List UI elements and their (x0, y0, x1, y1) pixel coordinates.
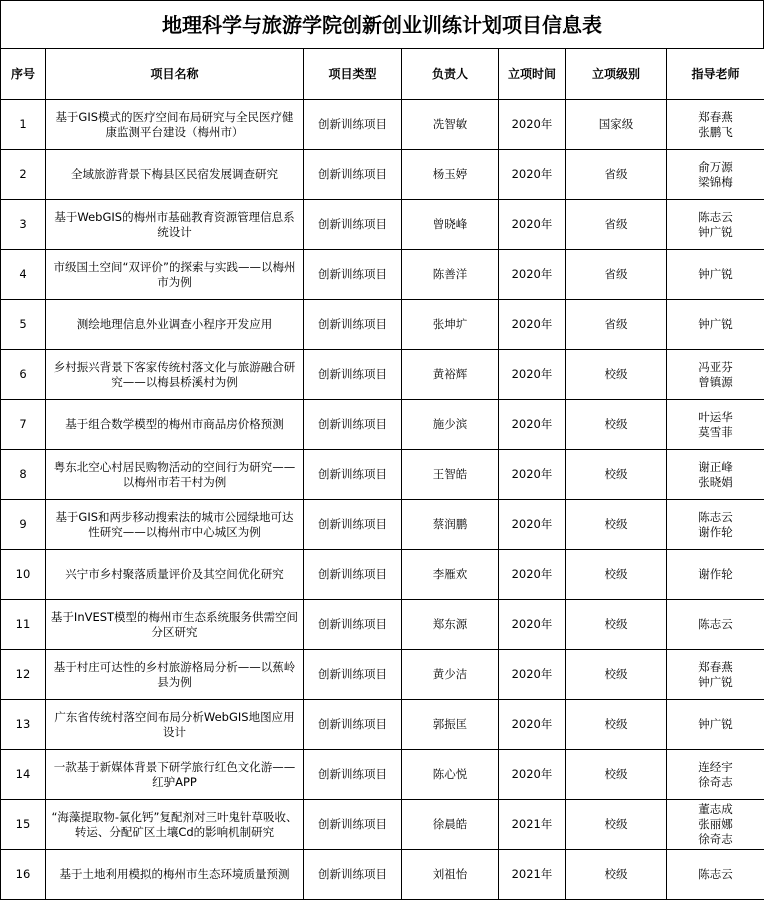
table-row (1, 500, 764, 550)
mentor-name: 陈志云 (671, 867, 760, 882)
cell-leader: 施少滨 (402, 400, 499, 450)
mentor-name: 钟广锐 (671, 225, 760, 240)
cell-name: 广东省传统村落空间布局分析WebGIS地图应用设计 (46, 700, 304, 750)
cell-no: 6 (1, 350, 46, 400)
table-row (1, 450, 764, 500)
cell-year: 2020年 (499, 400, 566, 450)
cell-type: 创新训练项目 (304, 100, 402, 150)
header-leader: 负责人 (402, 49, 499, 100)
cell-mentor (667, 850, 764, 900)
mentor-name: 叶运华 (671, 410, 760, 425)
cell-mentor (667, 650, 764, 700)
cell-level: 校级 (566, 750, 667, 800)
cell-year: 2021年 (499, 850, 566, 900)
cell-leader: 冼智敏 (402, 100, 499, 150)
cell-name: 基于InVEST模型的梅州市生态系统服务供需空间分区研究 (46, 600, 304, 650)
cell-mentor (667, 200, 764, 250)
table-row (1, 550, 764, 600)
cell-level: 校级 (566, 550, 667, 600)
mentor-name: 陈志云 (671, 510, 760, 525)
cell-leader: 黄少洁 (402, 650, 499, 700)
cell-level: 校级 (566, 600, 667, 650)
cell-type: 创新训练项目 (304, 600, 402, 650)
cell-name: 基于土地利用模拟的梅州市生态环境质量预测 (46, 850, 304, 900)
mentor-name: 郑春燕 (671, 660, 760, 675)
cell-mentor (667, 150, 764, 200)
mentor-name: 徐奇志 (671, 832, 760, 847)
cell-mentor (667, 450, 764, 500)
mentor-name: 曾镇源 (671, 375, 760, 390)
cell-year: 2020年 (499, 300, 566, 350)
cell-leader: 曾晓峰 (402, 200, 499, 250)
cell-year: 2020年 (499, 200, 566, 250)
cell-mentor (667, 600, 764, 650)
cell-no: 9 (1, 500, 46, 550)
table-row (1, 750, 764, 800)
cell-year: 2020年 (499, 600, 566, 650)
cell-type: 创新训练项目 (304, 450, 402, 500)
table-row (1, 600, 764, 650)
cell-mentor (667, 500, 764, 550)
cell-leader: 张坤圹 (402, 300, 499, 350)
cell-year: 2020年 (499, 750, 566, 800)
cell-leader: 刘祖怡 (402, 850, 499, 900)
cell-year: 2020年 (499, 250, 566, 300)
cell-type: 创新训练项目 (304, 800, 402, 850)
cell-leader: 郑东源 (402, 600, 499, 650)
mentor-name: 钟广锐 (671, 267, 760, 282)
header-type: 项目类型 (304, 49, 402, 100)
cell-level: 省级 (566, 200, 667, 250)
cell-leader: 徐晨皓 (402, 800, 499, 850)
cell-no: 4 (1, 250, 46, 300)
cell-name: 乡村振兴背景下客家传统村落文化与旅游融合研究——以梅县桥溪村为例 (46, 350, 304, 400)
header-row (1, 49, 764, 100)
cell-name: “海藻提取物-氯化钙”复配剂对三叶鬼针草吸收、转运、分配矿区土壤Cd的影响机制研究 (46, 800, 304, 850)
cell-level: 校级 (566, 650, 667, 700)
cell-level: 校级 (566, 450, 667, 500)
table-row (1, 150, 764, 200)
cell-level: 校级 (566, 500, 667, 550)
table-row (1, 850, 764, 900)
header-no: 序号 (1, 49, 46, 100)
table-row (1, 300, 764, 350)
mentor-name: 连经宇 (671, 760, 760, 775)
table-row (1, 350, 764, 400)
cell-type: 创新训练项目 (304, 350, 402, 400)
cell-type: 创新训练项目 (304, 650, 402, 700)
cell-year: 2020年 (499, 550, 566, 600)
header-year: 立项时间 (499, 49, 566, 100)
cell-type: 创新训练项目 (304, 700, 402, 750)
cell-year: 2020年 (499, 700, 566, 750)
mentor-name: 张晓娟 (671, 475, 760, 490)
table-row (1, 400, 764, 450)
cell-level: 校级 (566, 400, 667, 450)
table-row (1, 250, 764, 300)
cell-level: 校级 (566, 700, 667, 750)
cell-name: 全域旅游背景下梅县区民宿发展调查研究 (46, 150, 304, 200)
cell-name: 测绘地理信息外业调查小程序开发应用 (46, 300, 304, 350)
cell-mentor (667, 400, 764, 450)
cell-level: 省级 (566, 250, 667, 300)
cell-no: 3 (1, 200, 46, 250)
table-row (1, 700, 764, 750)
cell-year: 2020年 (499, 100, 566, 150)
cell-name: 基于WebGIS的梅州市基础教育资源管理信息系统设计 (46, 200, 304, 250)
mentor-name: 梁锦梅 (671, 175, 760, 190)
cell-no: 2 (1, 150, 46, 200)
mentor-name: 张鹏飞 (671, 125, 760, 140)
cell-type: 创新训练项目 (304, 400, 402, 450)
cell-leader: 王智皓 (402, 450, 499, 500)
mentor-name: 董志成 (671, 802, 760, 817)
cell-no: 14 (1, 750, 46, 800)
cell-year: 2020年 (499, 650, 566, 700)
table-row (1, 100, 764, 150)
cell-no: 11 (1, 600, 46, 650)
cell-level: 省级 (566, 150, 667, 200)
cell-mentor (667, 700, 764, 750)
header-name: 项目名称 (46, 49, 304, 100)
cell-name: 兴宁市乡村聚落质量评价及其空间优化研究 (46, 550, 304, 600)
table-title: 地理科学与旅游学院创新创业训练计划项目信息表 (0, 0, 764, 48)
cell-type: 创新训练项目 (304, 500, 402, 550)
cell-leader: 郭振匡 (402, 700, 499, 750)
cell-leader: 黄裕辉 (402, 350, 499, 400)
cell-year: 2020年 (499, 450, 566, 500)
table-row (1, 800, 764, 850)
mentor-name: 谢正峰 (671, 460, 760, 475)
mentor-name: 钟广锐 (671, 675, 760, 690)
cell-name: 市级国土空间“双评价”的探索与实践——以梅州市为例 (46, 250, 304, 300)
mentor-name: 钟广锐 (671, 717, 760, 732)
cell-level: 校级 (566, 350, 667, 400)
cell-type: 创新训练项目 (304, 750, 402, 800)
cell-mentor (667, 800, 764, 850)
cell-mentor (667, 250, 764, 300)
cell-type: 创新训练项目 (304, 150, 402, 200)
mentor-name: 钟广锐 (671, 317, 760, 332)
header-level: 立项级别 (566, 49, 667, 100)
cell-name: 基于组合数学模型的梅州市商品房价格预测 (46, 400, 304, 450)
cell-year: 2020年 (499, 500, 566, 550)
cell-mentor (667, 550, 764, 600)
cell-no: 13 (1, 700, 46, 750)
mentor-name: 冯亚芬 (671, 360, 760, 375)
cell-name: 基于村庄可达性的乡村旅游格局分析——以蕉岭县为例 (46, 650, 304, 700)
mentor-name: 张丽娜 (671, 817, 760, 832)
mentor-name: 郑春燕 (671, 110, 760, 125)
table-row (1, 650, 764, 700)
cell-type: 创新训练项目 (304, 250, 402, 300)
mentor-name: 莫雪菲 (671, 425, 760, 440)
mentor-name: 俞万源 (671, 160, 760, 175)
mentor-name: 陈志云 (671, 210, 760, 225)
cell-mentor (667, 300, 764, 350)
cell-name: 基于GIS模式的医疗空间布局研究与全民医疗健康监测平台建设（梅州市） (46, 100, 304, 150)
cell-no: 15 (1, 800, 46, 850)
cell-name: 一款基于新媒体背景下研学旅行红色文化游——红驴APP (46, 750, 304, 800)
cell-no: 8 (1, 450, 46, 500)
mentor-name: 陈志云 (671, 617, 760, 632)
cell-level: 国家级 (566, 100, 667, 150)
cell-leader: 李雁欢 (402, 550, 499, 600)
cell-no: 12 (1, 650, 46, 700)
cell-type: 创新训练项目 (304, 300, 402, 350)
cell-no: 7 (1, 400, 46, 450)
mentor-name: 徐奇志 (671, 775, 760, 790)
cell-leader: 蔡润鹏 (402, 500, 499, 550)
mentor-name: 谢作轮 (671, 525, 760, 540)
cell-no: 5 (1, 300, 46, 350)
project-table (0, 48, 764, 900)
cell-name: 粤东北空心村居民购物活动的空间行为研究——以梅州市若干村为例 (46, 450, 304, 500)
table-body (1, 100, 764, 900)
mentor-name: 谢作轮 (671, 567, 760, 582)
cell-no: 16 (1, 850, 46, 900)
cell-type: 创新训练项目 (304, 850, 402, 900)
cell-level: 校级 (566, 850, 667, 900)
cell-type: 创新训练项目 (304, 550, 402, 600)
cell-mentor (667, 350, 764, 400)
cell-no: 10 (1, 550, 46, 600)
cell-year: 2020年 (499, 150, 566, 200)
cell-mentor (667, 750, 764, 800)
cell-year: 2020年 (499, 350, 566, 400)
cell-type: 创新训练项目 (304, 200, 402, 250)
cell-no: 1 (1, 100, 46, 150)
cell-leader: 陈善洋 (402, 250, 499, 300)
cell-leader: 杨玉婷 (402, 150, 499, 200)
header-mentor: 指导老师 (667, 49, 764, 100)
table-row (1, 200, 764, 250)
cell-mentor (667, 100, 764, 150)
cell-leader: 陈心悦 (402, 750, 499, 800)
cell-level: 校级 (566, 800, 667, 850)
cell-name: 基于GIS和两步移动搜索法的城市公园绿地可达性研究——以梅州市中心城区为例 (46, 500, 304, 550)
cell-year: 2021年 (499, 800, 566, 850)
cell-level: 省级 (566, 300, 667, 350)
